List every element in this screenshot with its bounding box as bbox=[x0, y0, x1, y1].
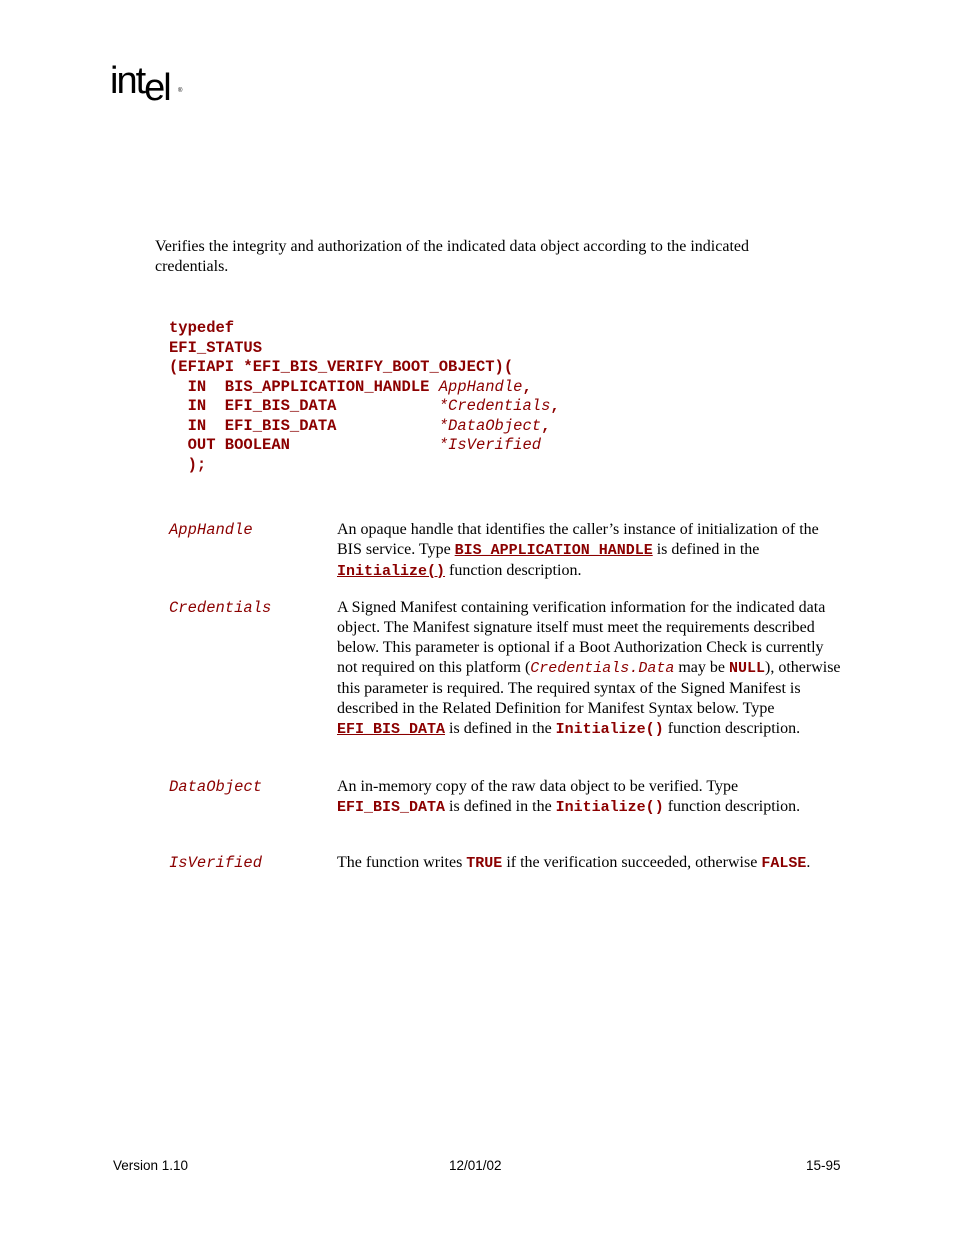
code-line: typedef bbox=[169, 319, 235, 337]
bis-application-handle-link[interactable]: BIS_APPLICATION_HANDLE bbox=[454, 542, 653, 559]
efi-bis-data-link[interactable]: EFI_BIS_DATA bbox=[337, 721, 446, 738]
footer-date: 12/01/02 bbox=[449, 1158, 502, 1173]
function-description: Verifies the integrity and authorization of the indicated data object according to the indicated credentials. bbox=[155, 238, 749, 275]
param-name-credentials: Credentials bbox=[169, 599, 272, 617]
param-desc-credentials: A Signed Manifest containing verification information for the indicated data object. The Manifest signature itself must meet the requirements described below. This parameter is optional if a Boot Authorization Check is currently not required on this platform (Credentials.Data may be NULL), otherwise this parameter is required. The required syntax of the Signed Manifest is described in the Related Definition for Manifest Syntax below. Type EFI_BIS_DATA is defined in the Initialize() function description. bbox=[337, 599, 841, 738]
footer-version: Version 1.10 bbox=[113, 1158, 189, 1173]
code-line: (EFIAPI *EFI_BIS_VERIFY_BOOT_OBJECT)( bbox=[169, 358, 514, 376]
code-line: IN EFI_BIS_DATA *Credentials, bbox=[169, 397, 560, 415]
param-name-apphandle: AppHandle bbox=[169, 521, 253, 539]
code-line: ); bbox=[169, 455, 207, 474]
param-name-dataobject: DataObject bbox=[169, 778, 263, 796]
param-desc-apphandle: An opaque handle that identifies the caller’s instance of initialization of the BIS service. Type BIS_APPLICATION_HANDLE is defined in the Initialize() function description. bbox=[337, 521, 819, 580]
footer-page-number: 15-95 bbox=[806, 1158, 841, 1173]
param-desc-isverified: The function writes TRUE if the verification succeeded, otherwise FALSE. bbox=[337, 854, 811, 872]
initialize-link[interactable]: Initialize() bbox=[337, 563, 446, 580]
code-line: IN EFI_BIS_DATA *DataObject, bbox=[169, 416, 551, 435]
param-desc-dataobject: An in-memory copy of the raw data object to be verified. Type EFI_BIS_DATA is defined in the Initialize() function description. bbox=[337, 778, 801, 816]
code-line: IN BIS_APPLICATION_HANDLE AppHandle, bbox=[169, 377, 532, 396]
code-line: EFI_STATUS bbox=[169, 338, 263, 357]
intel-logo: intel ® bbox=[110, 60, 183, 109]
code-line: OUT BOOLEAN *IsVerified bbox=[169, 436, 542, 454]
code-prototype bbox=[169, 319, 560, 475]
param-name-isverified: IsVerified bbox=[169, 854, 263, 872]
